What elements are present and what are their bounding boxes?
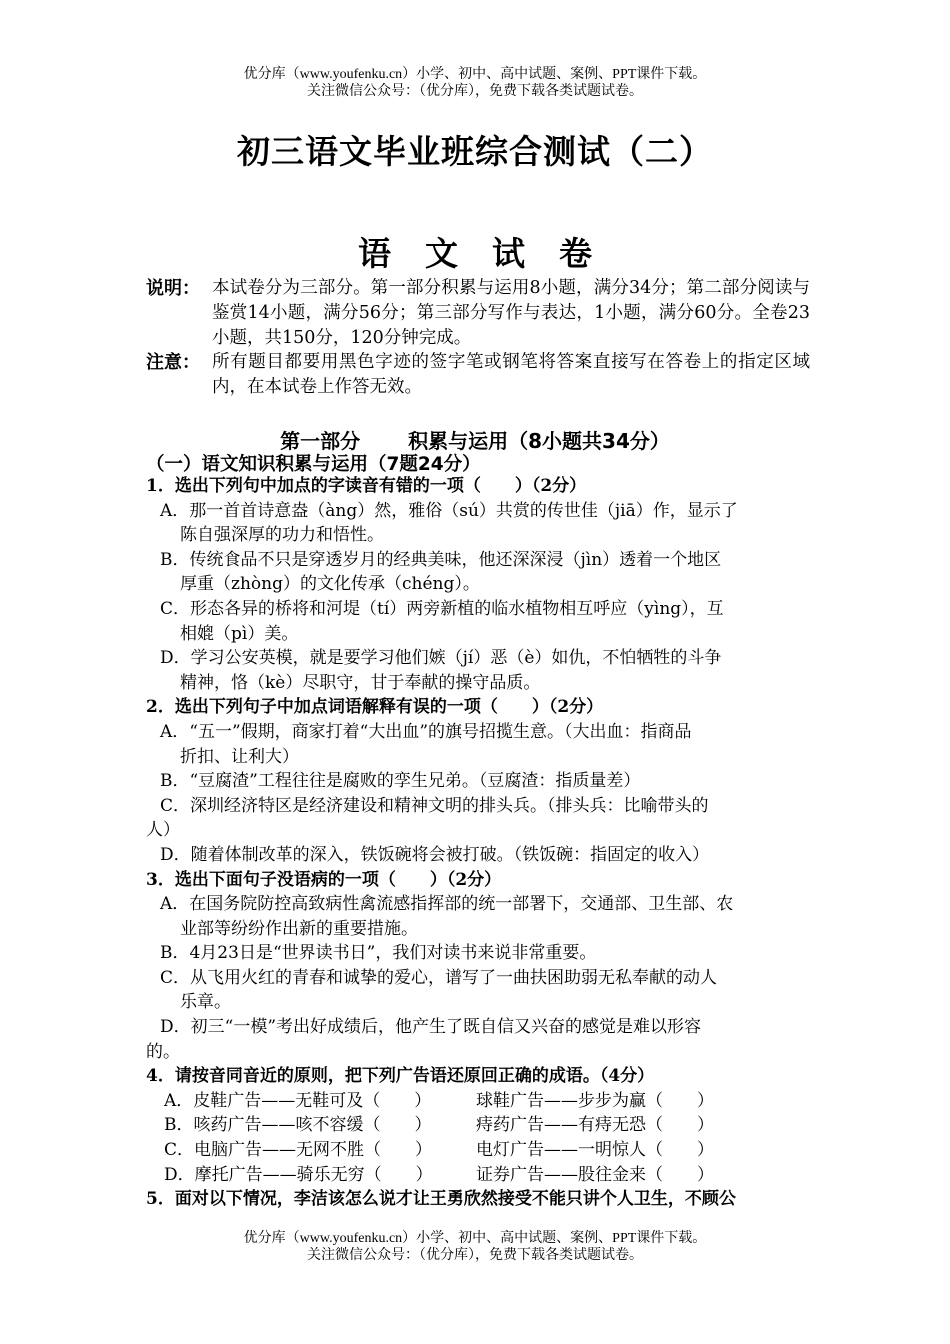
section-heading: （一）语文知识积累与运用（7题24分） (146, 454, 481, 475)
question-1-option-b-cont: 厚重（zhòng）的文化传承（chéng）。 (180, 574, 480, 595)
question-3-stem: 3．选出下面句子没语病的一项（ ）（2分） (146, 869, 502, 890)
question-2-option-d: D．随着体制改革的深入，铁饭碗将会被打破。（铁饭碗：指固定的收入） (160, 844, 710, 865)
explanation-label: 说明： (146, 278, 200, 299)
question-3-option-a-cont: 业部等纷纷作出新的重要措施。 (180, 918, 418, 939)
question-4-item: C．电脑广告——无网不胜（ ） (164, 1140, 433, 1161)
question-2-option-c-cont: 人） (146, 820, 180, 841)
explanation-text: 本试卷分为三部分。第一部分积累与运用8小题，满分34分；第二部分阅读与鉴赏14小题，满分56分；第三部分写作与表达，1小题，满分60分。全卷23小题，共150分，120分钟完成。 (212, 278, 810, 348)
exam-subtitle: 语文试卷 (358, 234, 626, 273)
question-1-stem: 1．选出下列句中加点的字读音有错的一项（ ）（2分） (146, 476, 587, 496)
header-line-1: 优分库（www.youfenku.cn）小学、初中、高中试题、案例、PPT课件下载。 (243, 67, 707, 82)
question-body (146, 474, 810, 1212)
question-3-option-c-cont: 乐章。 (180, 992, 231, 1013)
question-2-option-a-cont: 折扣、让利大） (180, 746, 299, 767)
question-1-option-b: B．传统食品不只是穿透岁月的经典美味，他还深深浸（jìn）透着一个地区 (160, 549, 722, 570)
question-4-item: 证券广告——股往金来（ ） (476, 1164, 714, 1185)
question-4-item: B．咳药广告——咳不容缓（ ） (164, 1115, 432, 1136)
header-line-2: 关注微信公众号：（优分库），免费下载各类试题试卷。 (307, 84, 643, 99)
exam-title: 初三语文毕业班综合测试（二） (237, 132, 713, 171)
explanation-note (146, 276, 810, 351)
attention-label: 注意： (146, 352, 200, 373)
part-title: 积累与运用（8小题共34分） (408, 429, 670, 453)
question-2-stem: 2．选出下列句子中加点词语解释有误的一项（ ）（2分） (146, 697, 604, 718)
question-3-option-d-cont: 的。 (146, 1041, 180, 1062)
question-2-option-b: B．“豆腐渣”工程往往是腐败的孪生兄弟。（豆腐渣：指质量差） (160, 771, 641, 792)
question-2-option-a: A．“五一”假期，商家打着“大出血”的旗号招揽生意。（大出血：指商品 (160, 721, 692, 742)
question-4-item: 电灯广告——一明惊人（ ） (476, 1140, 714, 1161)
question-3-option-d: D．初三“一模”考出好成绩后，他产生了既自信又兴奋的感觉是难以形容 (160, 1017, 702, 1038)
question-4-row (146, 1089, 810, 1114)
question-4-stem: 4．请按音同音近的原则，把下列广告语还原回正确的成语。（4分） (146, 1066, 655, 1087)
question-1-option-c: C．形态各异的桥将和河堤（tí）两旁新植的临水植物相互呼应（yìng），互 (160, 598, 724, 619)
question-1-option-d-cont: 精神，恪（kè）尽职守，甘于奉献的操守品质。 (180, 672, 541, 693)
footer-line-1: 优分库（www.youfenku.cn）小学、初中、高中试题、案例、PPT课件下载。 (243, 1231, 707, 1246)
question-4-row (146, 1113, 810, 1138)
question-4-item: 痔药广告——有痔无恐（ ） (476, 1115, 714, 1136)
question-4-item: A．皮鞋广告——无鞋可及（ ） (164, 1090, 432, 1111)
part-name: 第一部分 (280, 429, 361, 453)
question-1-option-a: A．那一首首诗意盎（àng）然，雅俗（sú）共赏的传世佳（jiā）作，显示了 (160, 500, 738, 521)
question-4-row (146, 1163, 810, 1188)
attention-note (146, 350, 810, 400)
question-4-item: 球鞋广告——步步为赢（ ） (476, 1090, 714, 1111)
question-4-item: D．摩托广告——骑乐无穷（ ） (164, 1164, 433, 1185)
footer-line-2: 关注微信公众号：（优分库），免费下载各类试题试卷。 (307, 1248, 643, 1263)
question-3-option-b: B．4月23日是“世界读书日”，我们对读书来说非常重要。 (160, 943, 597, 964)
question-1-option-d: D．学习公安英模，就是要学习他们嫉（jí）恶（è）如仇，不怕牺牲的斗争 (160, 648, 722, 669)
question-1-option-c-cont: 相媲（pì）美。 (180, 623, 299, 644)
question-4-row (146, 1138, 810, 1163)
question-1-option-a-cont: 陈自强深厚的功力和悟性。 (180, 525, 384, 546)
question-2-option-c: C．深圳经济特区是经济建设和精神文明的排头兵。（排头兵：比喻带头的 (160, 795, 709, 816)
question-3-option-a: A．在国务院防控高致病性禽流感指挥部的统一部署下，交通部、卫生部、农 (160, 894, 734, 915)
attention-text: 所有题目都要用黑色字迹的签字笔或钢笔将答案直接写在答卷上的指定区域内，在本试卷上作答无效。 (212, 352, 810, 397)
question-5-stem: 5．面对以下情况，李洁该怎么说才让王勇欣然接受不能只讲个人卫生，不顾公 (146, 1189, 736, 1210)
page-header (0, 66, 950, 100)
page-footer (0, 1230, 950, 1264)
question-3-option-c: C．从飞用火红的青春和诚挚的爱心，谱写了一曲扶困助弱无私奉献的动人 (160, 967, 718, 988)
